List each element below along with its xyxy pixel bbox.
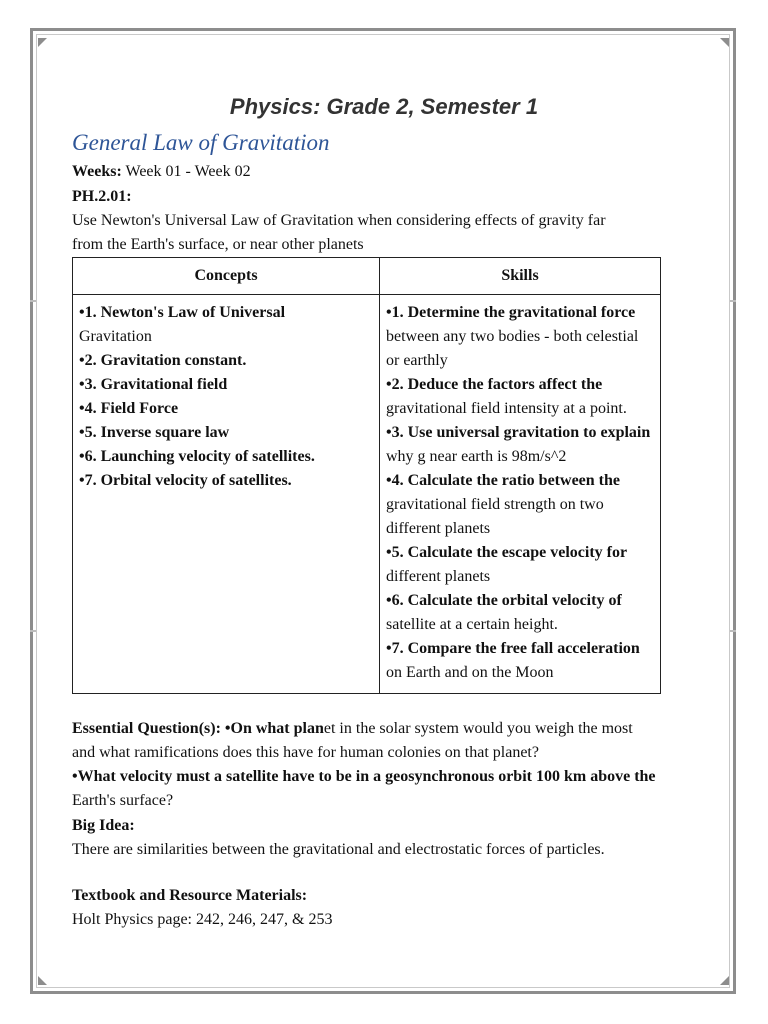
concept-line: [79, 469, 373, 493]
skill-line-bold: •2. Deduce the factors affect the: [386, 376, 603, 393]
skill-line-text: gravitational field strength on two: [386, 496, 604, 513]
concept-line-bold: •4. Field Force: [79, 400, 179, 417]
skill-line: [386, 349, 654, 373]
skill-line-bold: •6. Calculate the orbital velocity of: [386, 592, 622, 609]
skill-line: [386, 541, 654, 565]
standard-text-line-1: Use Newton's Universal Law of Gravitation when considering effects of gravity far: [72, 212, 606, 229]
concept-line-bold: •2. Gravitation constant.: [79, 352, 247, 369]
skill-line: [386, 661, 654, 685]
skill-line-text: gravitational field intensity at a point.: [386, 400, 627, 417]
skill-line: [386, 397, 654, 421]
skill-line: [386, 325, 654, 349]
concept-line-bold: •6. Launching velocity of satellites.: [79, 448, 315, 465]
essential-question-2-line-2: Earth's surface?: [72, 792, 174, 809]
concept-line-bold: •7. Orbital velocity of satellites.: [79, 472, 292, 489]
skill-line-bold: •7. Compare the free fall acceleration: [386, 640, 640, 657]
skill-line: [386, 301, 654, 325]
skill-line: [386, 565, 654, 589]
concepts-cell: [73, 295, 380, 694]
border-tick: [730, 300, 736, 302]
resources-text: Holt Physics page: 242, 246, 247, & 253: [72, 911, 333, 928]
concept-line: [79, 325, 373, 349]
big-idea-text: There are similarities between the gravitational and electrostatic forces of particles.: [72, 841, 605, 858]
standard-code: PH.2.01:: [72, 188, 132, 205]
concept-line: [79, 349, 373, 373]
border-tick: [730, 630, 736, 632]
page-title: Physics: Grade 2, Semester 1: [229, 94, 539, 119]
skill-line-text: why g near earth is 98m/s^2: [386, 448, 567, 465]
concept-line: [79, 421, 373, 445]
concept-line: [79, 373, 373, 397]
concept-line-bold: •1. Newton's Law of Universal: [79, 304, 286, 321]
concept-line-text: Gravitation: [79, 328, 152, 345]
resources-label: Textbook and Resource Materials:: [72, 887, 308, 904]
skill-line: [386, 421, 654, 445]
corner-ornament-top-left: [38, 38, 47, 47]
concepts-skills-table: [72, 257, 661, 694]
skill-line: [386, 493, 654, 517]
unit-title: General Law of Gravitation: [72, 130, 330, 155]
skill-line: [386, 469, 654, 493]
skill-line-bold: •5. Calculate the escape velocity for: [386, 544, 628, 561]
skills-cell: [380, 295, 661, 694]
concept-line: [79, 445, 373, 469]
skill-line-text: satellite at a certain height.: [386, 616, 558, 633]
weeks-line: [72, 160, 251, 184]
skill-line-bold: •4. Calculate the ratio between the: [386, 472, 620, 489]
table-row: [73, 295, 661, 694]
essential-question-2: •What velocity must a satellite have to be in a geosynchronous orbit 100 km above the: [72, 768, 656, 785]
table-header-row: [73, 258, 661, 295]
concept-line-bold: •3. Gravitational field: [79, 376, 228, 393]
essential-question-line-2: and what ramifications does this have for human colonies on that planet?: [72, 744, 539, 761]
skill-line-bold: •1. Determine the gravitational force: [386, 304, 636, 321]
skill-line-text: different planets: [386, 568, 491, 585]
big-idea-label: Big Idea:: [72, 817, 135, 834]
skill-line: [386, 517, 654, 541]
essential-question-line-1: [72, 717, 633, 741]
essential-question-1-bold: •On what plan: [224, 720, 324, 737]
concept-line: [79, 301, 373, 325]
concept-line-bold: •5. Inverse square law: [79, 424, 230, 441]
skill-line: [386, 637, 654, 661]
border-tick: [30, 630, 36, 632]
concepts-header: Concepts: [73, 258, 380, 295]
corner-ornament-top-right: [720, 38, 729, 47]
skill-line: [386, 613, 654, 637]
border-tick: [30, 300, 36, 302]
skill-line-text: different planets: [386, 520, 491, 537]
skill-line: [386, 373, 654, 397]
skill-line-text: on Earth and on the Moon: [386, 664, 554, 681]
skill-line-text: between any two bodies - both celestial: [386, 328, 639, 345]
skills-header: Skills: [380, 258, 661, 295]
skill-line: [386, 445, 654, 469]
skill-line-text: or earthly: [386, 352, 448, 369]
skill-line-bold: •3. Use universal gravitation to explain: [386, 424, 651, 441]
essential-question-1-rest: et in the solar system would you weigh the most: [323, 720, 633, 737]
concept-line: [79, 397, 373, 421]
standard-text-line-2: from the Earth's surface, or near other planets: [72, 236, 364, 253]
essential-question-label: Essential Question(s):: [72, 720, 221, 737]
weeks-value: Week 01 - Week 02: [125, 163, 251, 180]
skill-line: [386, 589, 654, 613]
corner-ornament-bottom-right: [720, 976, 729, 985]
weeks-label: Weeks:: [72, 163, 122, 180]
corner-ornament-bottom-left: [38, 976, 47, 985]
